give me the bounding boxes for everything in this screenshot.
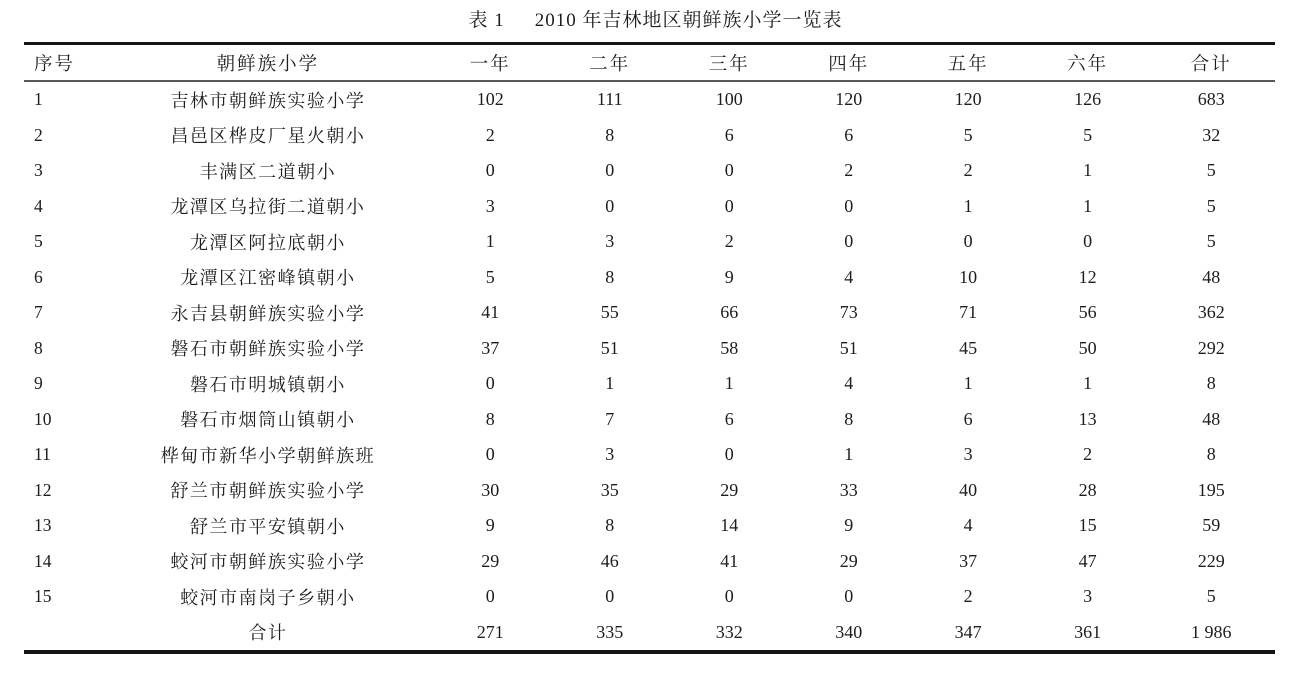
column-header: 合计 xyxy=(1147,44,1275,82)
value-cell: 73 xyxy=(839,302,858,323)
table-row xyxy=(24,508,1275,544)
value-cell: 292 xyxy=(1197,337,1225,358)
value-cell: 29 xyxy=(839,550,858,571)
value-cell: 7 xyxy=(605,408,615,429)
school-name-cell: 龙潭区江密峰镇朝小 xyxy=(180,268,356,289)
value-cell: 271 xyxy=(476,621,504,642)
table-row xyxy=(24,473,1275,509)
value-cell: 111 xyxy=(596,89,623,110)
value-cell: 4 xyxy=(844,266,854,287)
value-cell: 46 xyxy=(600,550,619,571)
table-row xyxy=(24,331,1275,367)
value-cell: 50 xyxy=(1078,337,1097,358)
value-cell: 59 xyxy=(1202,515,1221,536)
row-number-cell: 5 xyxy=(34,231,43,252)
value-cell: 1 986 xyxy=(1190,621,1232,642)
value-cell: 0 xyxy=(605,195,615,216)
value-cell: 0 xyxy=(1083,231,1093,252)
table-row xyxy=(24,224,1275,260)
value-cell: 5 xyxy=(1206,231,1216,252)
value-cell: 335 xyxy=(596,621,624,642)
value-cell: 29 xyxy=(481,550,500,571)
value-cell: 8 xyxy=(485,408,495,429)
value-cell: 37 xyxy=(481,337,500,358)
row-number-cell: 1 xyxy=(34,89,43,110)
page xyxy=(0,7,1311,654)
value-cell: 1 xyxy=(1083,160,1093,181)
value-cell: 51 xyxy=(839,337,858,358)
school-name-cell: 吉林市朝鲜族实验小学 xyxy=(170,90,366,111)
row-number-cell: 10 xyxy=(34,408,52,429)
row-number-cell: 4 xyxy=(34,195,43,216)
row-number-cell: 14 xyxy=(34,550,52,571)
value-cell: 6 xyxy=(963,408,973,429)
row-number-cell: 11 xyxy=(34,444,51,465)
row-number-cell: 12 xyxy=(34,479,52,500)
table-row xyxy=(24,153,1275,189)
value-cell: 195 xyxy=(1197,479,1225,500)
value-cell: 120 xyxy=(954,89,982,110)
value-cell: 2 xyxy=(724,231,734,252)
school-name-cell: 合计 xyxy=(248,623,288,644)
school-name-cell: 磐石市明城镇朝小 xyxy=(189,374,346,395)
value-cell: 58 xyxy=(720,337,739,358)
row-number-cell: 2 xyxy=(34,124,43,145)
value-cell: 1 xyxy=(1083,195,1093,216)
value-cell: 332 xyxy=(715,621,743,642)
value-cell: 2 xyxy=(963,160,973,181)
value-cell: 56 xyxy=(1078,302,1097,323)
value-cell: 3 xyxy=(485,195,495,216)
value-cell: 0 xyxy=(844,231,854,252)
value-cell: 33 xyxy=(839,479,858,500)
value-cell: 5 xyxy=(1206,195,1216,216)
value-cell: 47 xyxy=(1078,550,1097,571)
value-cell: 45 xyxy=(959,337,978,358)
value-cell: 1 xyxy=(605,373,615,394)
row-number-cell: 15 xyxy=(34,586,52,607)
school-name-cell: 磐石市朝鲜族实验小学 xyxy=(170,339,366,360)
value-cell: 0 xyxy=(724,586,734,607)
value-cell: 8 xyxy=(1206,373,1216,394)
value-cell: 0 xyxy=(724,444,734,465)
value-cell: 1 xyxy=(844,444,854,465)
value-cell: 3 xyxy=(963,444,973,465)
value-cell: 8 xyxy=(605,124,615,145)
value-cell: 12 xyxy=(1078,266,1097,287)
value-cell: 5 xyxy=(485,266,495,287)
value-cell: 2 xyxy=(485,124,495,145)
value-cell: 1 xyxy=(1083,373,1093,394)
value-cell: 55 xyxy=(600,302,619,323)
table-row xyxy=(24,402,1275,438)
school-name-cell: 永吉县朝鲜族实验小学 xyxy=(170,303,366,324)
value-cell: 37 xyxy=(959,550,978,571)
value-cell: 4 xyxy=(963,515,973,536)
schools-roster-table xyxy=(24,42,1275,654)
value-cell: 5 xyxy=(963,124,973,145)
value-cell: 3 xyxy=(605,231,615,252)
table-row xyxy=(24,189,1275,225)
column-header: 五年 xyxy=(908,44,1027,82)
column-header: 四年 xyxy=(789,44,908,82)
table-row xyxy=(24,295,1275,331)
value-cell: 0 xyxy=(844,195,854,216)
value-cell: 6 xyxy=(844,124,854,145)
column-header: 朝鲜族小学 xyxy=(105,44,430,82)
value-cell: 8 xyxy=(1206,444,1216,465)
value-cell: 126 xyxy=(1074,89,1102,110)
school-name-cell: 蛟河市朝鲜族实验小学 xyxy=(170,552,366,573)
value-cell: 48 xyxy=(1202,408,1221,429)
total-row xyxy=(24,615,1275,653)
value-cell: 1 xyxy=(963,373,973,394)
value-cell: 8 xyxy=(605,266,615,287)
school-name-cell: 舒兰市平安镇朝小 xyxy=(189,516,346,537)
value-cell: 3 xyxy=(1083,586,1093,607)
value-cell: 2 xyxy=(1083,444,1093,465)
value-cell: 14 xyxy=(720,515,739,536)
value-cell: 4 xyxy=(844,373,854,394)
value-cell: 0 xyxy=(485,444,495,465)
value-cell: 361 xyxy=(1074,621,1102,642)
value-cell: 340 xyxy=(835,621,863,642)
value-cell: 347 xyxy=(954,621,982,642)
table-caption xyxy=(0,7,1311,34)
row-number-cell: 9 xyxy=(34,373,43,394)
school-name-cell: 龙潭区阿拉底朝小 xyxy=(189,232,346,253)
value-cell: 0 xyxy=(485,586,495,607)
value-cell: 8 xyxy=(844,408,854,429)
value-cell: 13 xyxy=(1078,408,1097,429)
table-body xyxy=(24,81,1275,652)
value-cell: 41 xyxy=(481,302,500,323)
row-number-cell: 13 xyxy=(34,515,52,536)
school-name-cell: 昌邑区桦皮厂星火朝小 xyxy=(170,126,366,147)
table-row xyxy=(24,81,1275,118)
value-cell: 1 xyxy=(724,373,734,394)
column-header: 三年 xyxy=(670,44,789,82)
table-row xyxy=(24,437,1275,473)
value-cell: 9 xyxy=(485,515,495,536)
school-name-cell: 龙潭区乌拉街二道朝小 xyxy=(170,197,366,218)
column-header: 一年 xyxy=(431,44,550,82)
value-cell: 0 xyxy=(844,586,854,607)
column-header: 二年 xyxy=(550,44,669,82)
table-caption-title: 2010 年吉林地区朝鲜族小学一览表 xyxy=(534,10,843,31)
value-cell: 5 xyxy=(1083,124,1093,145)
value-cell: 3 xyxy=(605,444,615,465)
value-cell: 28 xyxy=(1078,479,1097,500)
value-cell: 229 xyxy=(1197,550,1225,571)
value-cell: 29 xyxy=(720,479,739,500)
row-number-cell: 3 xyxy=(34,160,43,181)
school-name-cell: 桦甸市新华小学朝鲜族班 xyxy=(160,445,376,466)
value-cell: 71 xyxy=(959,302,978,323)
value-cell: 6 xyxy=(724,408,734,429)
column-header: 六年 xyxy=(1028,44,1147,82)
value-cell: 9 xyxy=(844,515,854,536)
value-cell: 102 xyxy=(476,89,504,110)
value-cell: 66 xyxy=(720,302,739,323)
value-cell: 15 xyxy=(1078,515,1097,536)
value-cell: 0 xyxy=(605,586,615,607)
value-cell: 0 xyxy=(485,160,495,181)
value-cell: 48 xyxy=(1202,266,1221,287)
value-cell: 0 xyxy=(963,231,973,252)
value-cell: 683 xyxy=(1197,89,1225,110)
value-cell: 362 xyxy=(1197,302,1225,323)
value-cell: 120 xyxy=(835,89,863,110)
row-number-cell: 6 xyxy=(34,266,43,287)
value-cell: 51 xyxy=(600,337,619,358)
school-name-cell: 蛟河市南岗子乡朝小 xyxy=(180,587,356,608)
school-name-cell: 磐石市烟筒山镇朝小 xyxy=(180,410,356,431)
school-name-cell: 丰满区二道朝小 xyxy=(199,161,337,182)
table-row xyxy=(24,260,1275,296)
value-cell: 5 xyxy=(1206,586,1216,607)
header-row xyxy=(24,44,1275,82)
column-header: 序号 xyxy=(24,44,105,82)
value-cell: 6 xyxy=(724,124,734,145)
value-cell: 2 xyxy=(844,160,854,181)
value-cell: 40 xyxy=(959,479,978,500)
value-cell: 0 xyxy=(724,160,734,181)
value-cell: 0 xyxy=(724,195,734,216)
value-cell: 32 xyxy=(1202,124,1221,145)
value-cell: 10 xyxy=(959,266,978,287)
table-row xyxy=(24,544,1275,580)
row-number-cell xyxy=(24,615,105,653)
value-cell: 0 xyxy=(605,160,615,181)
table-caption-label: 表 1 xyxy=(468,10,505,31)
value-cell: 35 xyxy=(600,479,619,500)
value-cell: 0 xyxy=(485,373,495,394)
row-number-cell: 7 xyxy=(34,302,43,323)
table-header xyxy=(24,44,1275,82)
value-cell: 1 xyxy=(963,195,973,216)
value-cell: 30 xyxy=(481,479,500,500)
value-cell: 5 xyxy=(1206,160,1216,181)
value-cell: 8 xyxy=(605,515,615,536)
value-cell: 9 xyxy=(724,266,734,287)
value-cell: 1 xyxy=(485,231,495,252)
value-cell: 2 xyxy=(963,586,973,607)
table-row xyxy=(24,366,1275,402)
value-cell: 100 xyxy=(715,89,743,110)
value-cell: 41 xyxy=(720,550,739,571)
school-name-cell: 舒兰市朝鲜族实验小学 xyxy=(170,481,366,502)
row-number-cell: 8 xyxy=(34,337,43,358)
table-row xyxy=(24,118,1275,154)
table-row xyxy=(24,579,1275,615)
